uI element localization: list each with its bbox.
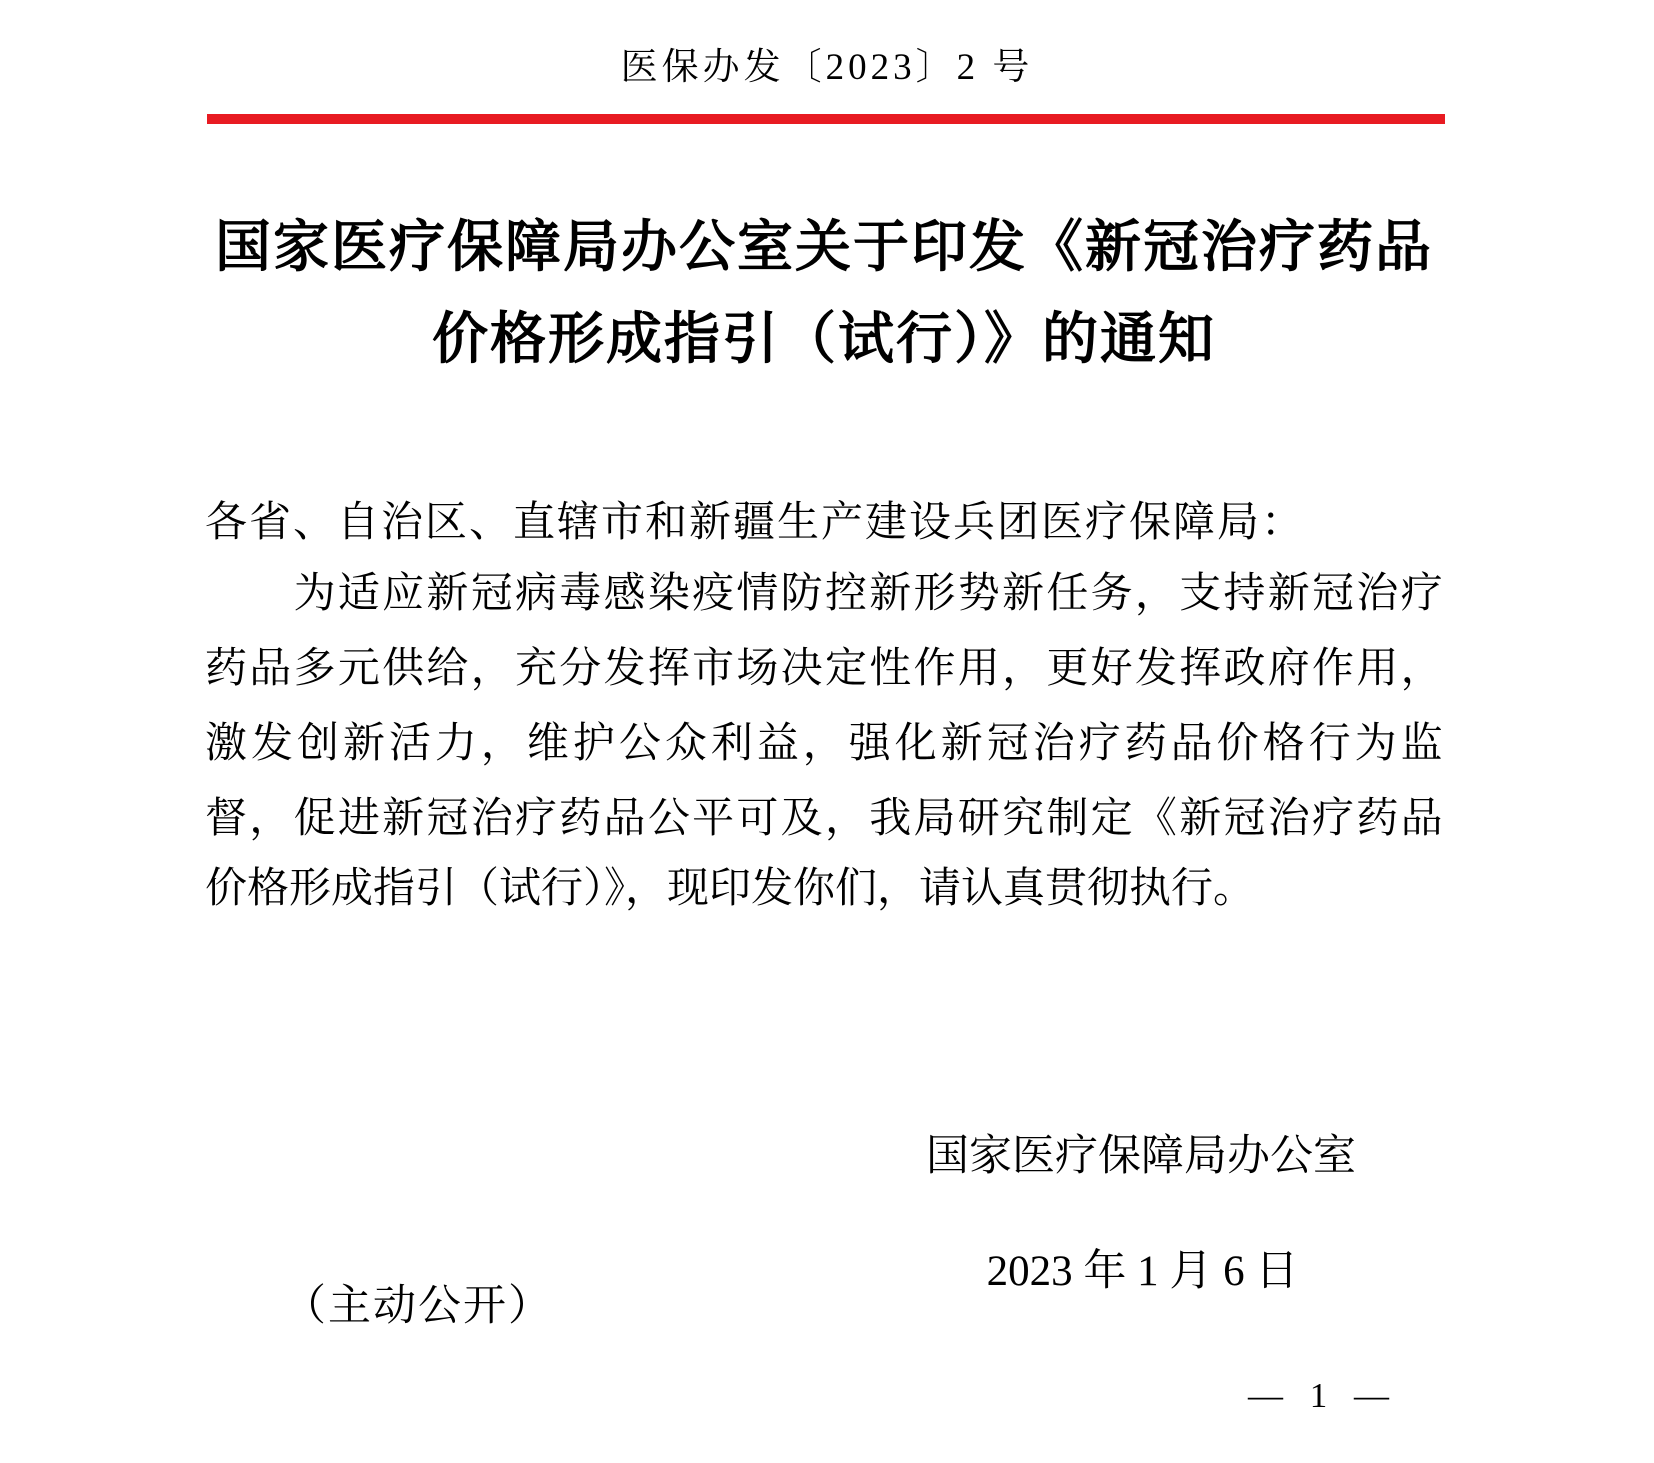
page-number: — 1 —: [1248, 1376, 1389, 1415]
body-line: 为 适 应 新 冠 病 毒 感 染 疫 情 防 控 新 形 势 新 任 务 ， 支 持 新 冠 治 疗: [293, 570, 1443, 617]
date-line: 2023 年 1 月 6 日: [986, 1248, 1299, 1295]
doc-number: 医保办发〔2023〕2 号: [620, 47, 1034, 88]
title-line-2: 价格形成指引（试行）》的通知: [432, 309, 1216, 371]
title-line-1: 国家医疗保障局办公室关于印发《新冠治疗药品: [215, 217, 1433, 279]
signature-block: [926, 1132, 1359, 1297]
body-paragraph: [205, 552, 1443, 927]
body-line: 价格形成指引（试行）》，现印发你们，请认真贯彻执行。: [205, 866, 1256, 912]
addressee-line: 各省、自治区、直辖市和新疆生产建设兵团医疗保障局：: [205, 500, 1306, 546]
body-line: 激 发 创 新 活 力 ， 维 护 公 众 利 益 ， 强 化 新 冠 治 疗 药 品 价 格 行 为 监: [205, 720, 1443, 767]
disclosure-note: （主动公开）: [283, 1283, 553, 1330]
document-title: [205, 202, 1443, 386]
body-line: 督 ， 促 进 新 冠 治 疗 药 品 公 平 可 及 ， 我 局 研 究 制 定 《 新 冠 治 疗 药 品: [205, 795, 1443, 842]
signature-line: 国家医疗保障局办公室: [926, 1133, 1356, 1180]
body-line: 药 品 多 元 供 给 ， 充 分 发 挥 市 场 决 定 性 作 用 ， 更 好 发 挥 政 府 作 用 ，: [205, 645, 1443, 692]
red-separator: [207, 114, 1445, 124]
